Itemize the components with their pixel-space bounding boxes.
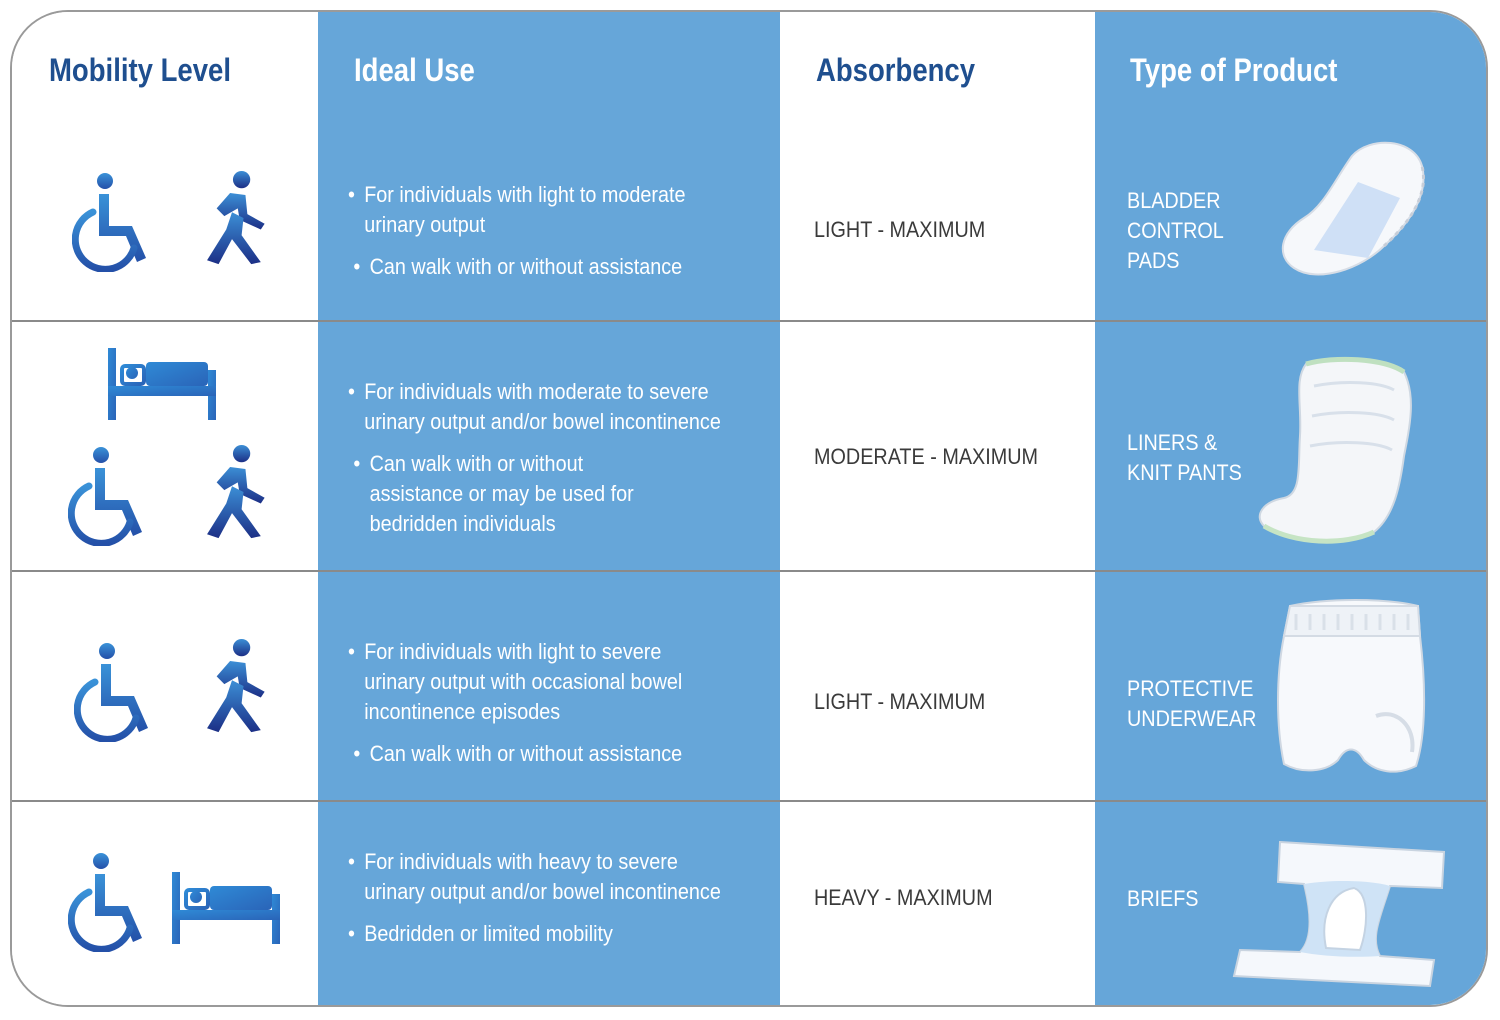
bullet-item [348, 449, 762, 539]
bullet-item [348, 847, 762, 907]
mobility-column [12, 12, 318, 1005]
bullet-item [348, 252, 762, 282]
bullet-item [348, 739, 762, 769]
bed-icon [108, 348, 218, 423]
ideal-use-row-2 [348, 377, 762, 551]
product-type-row-1: BLADDER CONTROL PADS [1127, 188, 1224, 273]
bullet-text: For individuals with light to severe urinary output with occasional bowel incontinence episodes [364, 639, 683, 724]
bullet-text: Can walk with or without assistance [369, 741, 683, 766]
row-divider [12, 570, 1486, 572]
bullet-item [348, 180, 762, 240]
bullet-dot: • [348, 849, 355, 874]
row-divider [12, 320, 1486, 322]
absorbency-row-2: MODERATE - MAXIMUM [814, 444, 1039, 469]
wheelchair-icon [74, 642, 154, 742]
bullet-item [348, 637, 762, 727]
bullet-text: For individuals with moderate to severe urinary output and/or bowel incontinence [364, 379, 721, 434]
bullet-text: Bedridden or limited mobility [364, 921, 613, 946]
mobility-header: Mobility Level [49, 52, 231, 88]
absorbency-row-4: HEAVY - MAXIMUM [814, 885, 993, 910]
walking-person-icon [192, 444, 272, 540]
absorbency-row-1: LIGHT - MAXIMUM [814, 217, 986, 242]
product-type-row-4: BRIEFS [1127, 886, 1199, 911]
protective-underwear-image [1276, 596, 1426, 776]
bullet-text: Can walk with or without assistance [369, 254, 683, 279]
bladder-pad-image [1274, 138, 1434, 288]
bullet-text: Can walk with or without assistance or may be used for bedridden individuals [369, 451, 634, 536]
bullet-dot: • [353, 254, 361, 279]
absorbency-column [780, 12, 1095, 1005]
walking-person-icon [192, 170, 272, 266]
ideal-use-row-3 [348, 637, 762, 781]
ideal-use-row-4 [348, 847, 762, 961]
bullet-dot: • [348, 639, 355, 664]
bullet-dot: • [348, 379, 355, 404]
bullet-text: For individuals with light to moderate urinary output [364, 182, 686, 237]
bullet-item [348, 919, 762, 949]
absorbency-row-3: LIGHT - MAXIMUM [814, 689, 986, 714]
wheelchair-icon [68, 852, 148, 952]
wheelchair-icon [68, 446, 148, 546]
bullet-item [348, 377, 762, 437]
wheelchair-icon [72, 172, 152, 272]
bullet-text: For individuals with heavy to severe urinary output and/or bowel incontinence [364, 849, 721, 904]
bullet-dot: • [348, 182, 355, 207]
liner-image [1254, 356, 1424, 546]
row-divider [12, 800, 1486, 802]
bullet-dot: • [348, 921, 355, 946]
ideal-use-row-1 [348, 180, 762, 294]
absorbency-header: Absorbency [816, 52, 976, 88]
product-type-row-2: LINERS & KNIT PANTS [1127, 430, 1242, 485]
bullet-dot: • [353, 741, 361, 766]
ideal-use-header: Ideal Use [354, 52, 475, 88]
bed-icon [172, 872, 282, 947]
bullet-dot: • [353, 451, 361, 476]
comparison-table [10, 10, 1488, 1007]
product-header: Type of Product [1130, 52, 1338, 88]
brief-image [1230, 838, 1448, 988]
product-type-row-3: PROTECTIVE UNDERWEAR [1127, 676, 1257, 731]
walking-person-icon [192, 638, 272, 734]
